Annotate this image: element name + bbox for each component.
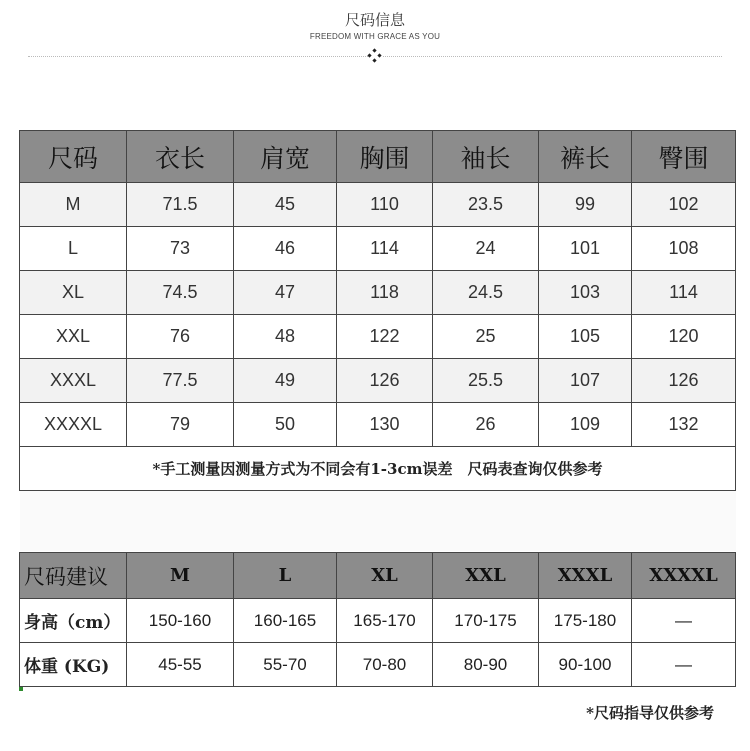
table-cell: XXXXL bbox=[20, 403, 127, 447]
table-cell: 160-165 bbox=[234, 599, 337, 643]
table-cell: 49 bbox=[234, 359, 337, 403]
page-title: 尺码信息 bbox=[344, 11, 405, 29]
measurement-note: *手工测量因测量方式为不同会有1-3cm误差 尺码表查询仅供参考 bbox=[20, 447, 736, 491]
table-cell: 80-90 bbox=[433, 643, 539, 687]
header-cell-xxxxl: XXXXL bbox=[632, 553, 736, 599]
table-cell: 25 bbox=[433, 315, 539, 359]
table-cell: 114 bbox=[632, 271, 736, 315]
table-cell: 126 bbox=[632, 359, 736, 403]
table-cell: 122 bbox=[337, 315, 433, 359]
table-cell: 90-100 bbox=[539, 643, 632, 687]
row-label-weight: 体重 (KG) bbox=[20, 643, 127, 687]
header-cell-hip: 臀围 bbox=[632, 131, 736, 183]
table-cell: 130 bbox=[337, 403, 433, 447]
table-cell: 109 bbox=[539, 403, 632, 447]
table-cell: 114 bbox=[337, 227, 433, 271]
table-cell: 99 bbox=[539, 183, 632, 227]
table-cell: L bbox=[20, 227, 127, 271]
page-subtitle: FREEDOM WITH GRACE AS YOU bbox=[309, 32, 441, 41]
header-cell-length: 衣长 bbox=[127, 131, 234, 183]
table-cell: 105 bbox=[539, 315, 632, 359]
table-row bbox=[20, 359, 736, 403]
table-cell: 77.5 bbox=[127, 359, 234, 403]
corner-mark bbox=[19, 687, 23, 691]
table-cell: 110 bbox=[337, 183, 433, 227]
table-cell: 108 bbox=[632, 227, 736, 271]
table-cell: 165-170 bbox=[337, 599, 433, 643]
table-cell: 175-180 bbox=[539, 599, 632, 643]
table-cell: 45 bbox=[234, 183, 337, 227]
table-cell: — bbox=[632, 599, 736, 643]
table-cell: 47 bbox=[234, 271, 337, 315]
table-cell: 25.5 bbox=[433, 359, 539, 403]
header-cell-l: L bbox=[234, 553, 337, 599]
header-cell-size: 尺码 bbox=[20, 131, 127, 183]
table-row-height bbox=[20, 599, 736, 643]
header-cell-recommend: 尺码建议 bbox=[20, 553, 127, 599]
table-cell: 70-80 bbox=[337, 643, 433, 687]
spacer-cell bbox=[20, 491, 736, 552]
header-cell-xxxl: XXXL bbox=[539, 553, 632, 599]
table-row bbox=[20, 183, 736, 227]
table-cell: 170-175 bbox=[433, 599, 539, 643]
table-cell: 103 bbox=[539, 271, 632, 315]
note-row bbox=[20, 447, 736, 491]
table-cell: 24 bbox=[433, 227, 539, 271]
table-cell: 132 bbox=[632, 403, 736, 447]
header-cell-xl: XL bbox=[337, 553, 433, 599]
table-cell: 79 bbox=[127, 403, 234, 447]
header-cell-xxl: XXL bbox=[433, 553, 539, 599]
table-cell: XXL bbox=[20, 315, 127, 359]
diamond-ornament-icon bbox=[368, 49, 382, 63]
page-header bbox=[0, 0, 750, 80]
recommendation-table bbox=[19, 552, 736, 687]
table-row bbox=[20, 271, 736, 315]
table-cell: 76 bbox=[127, 315, 234, 359]
header-cell-sleeve: 袖长 bbox=[433, 131, 539, 183]
table-cell: 150-160 bbox=[127, 599, 234, 643]
size-table bbox=[19, 130, 736, 551]
recommend-header-row bbox=[20, 553, 736, 599]
footnote: *尺码指导仅供参考 bbox=[586, 704, 714, 722]
table-row-weight bbox=[20, 643, 736, 687]
table-cell: 50 bbox=[234, 403, 337, 447]
table-cell: — bbox=[632, 643, 736, 687]
table-cell: 120 bbox=[632, 315, 736, 359]
table-cell: 24.5 bbox=[433, 271, 539, 315]
table-cell: M bbox=[20, 183, 127, 227]
header-cell-m: M bbox=[127, 553, 234, 599]
header-cell-chest: 胸围 bbox=[337, 131, 433, 183]
table-cell: 102 bbox=[632, 183, 736, 227]
table-cell: 126 bbox=[337, 359, 433, 403]
table-cell: 73 bbox=[127, 227, 234, 271]
header-cell-shoulder: 肩宽 bbox=[234, 131, 337, 183]
table-cell: 107 bbox=[539, 359, 632, 403]
header-cell-pants: 裤长 bbox=[539, 131, 632, 183]
table-cell: 74.5 bbox=[127, 271, 234, 315]
table-cell: XL bbox=[20, 271, 127, 315]
table-cell: XXXL bbox=[20, 359, 127, 403]
table-cell: 26 bbox=[433, 403, 539, 447]
table-cell: 118 bbox=[337, 271, 433, 315]
table-cell: 55-70 bbox=[234, 643, 337, 687]
table-cell: 23.5 bbox=[433, 183, 539, 227]
table-cell: 46 bbox=[234, 227, 337, 271]
size-table-header-row bbox=[20, 131, 736, 183]
table-row bbox=[20, 403, 736, 447]
table-row bbox=[20, 315, 736, 359]
table-cell: 71.5 bbox=[127, 183, 234, 227]
table-cell: 45-55 bbox=[127, 643, 234, 687]
table-cell: 48 bbox=[234, 315, 337, 359]
table-row bbox=[20, 227, 736, 271]
table-cell: 101 bbox=[539, 227, 632, 271]
spacer-row bbox=[20, 491, 736, 552]
row-label-height: 身高（cm） bbox=[20, 599, 127, 643]
